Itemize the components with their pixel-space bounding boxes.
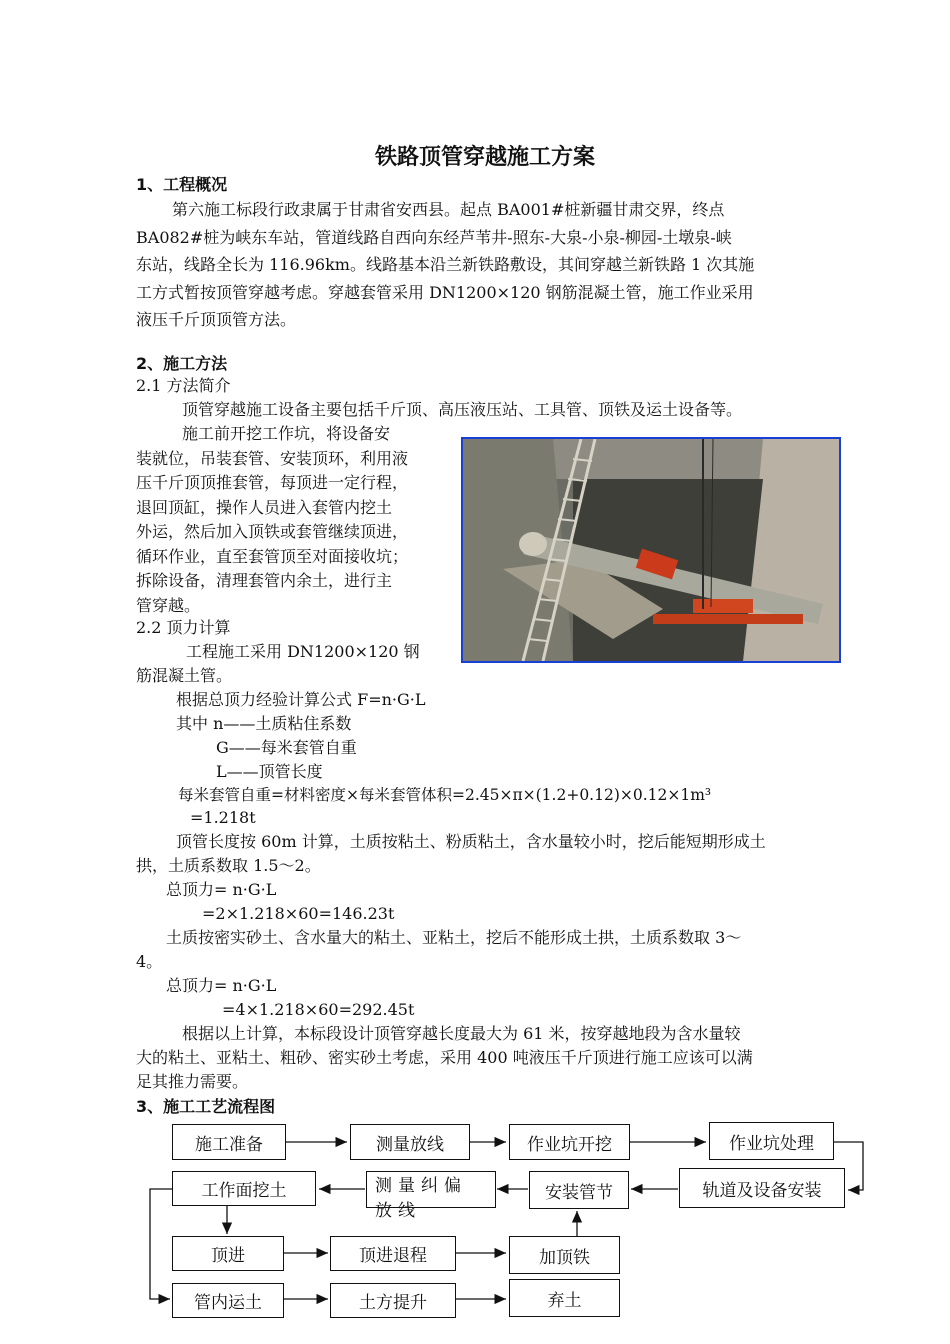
flow-box-jacking: 顶进 (172, 1236, 284, 1271)
flow-box-jacking-return: 顶进退程 (330, 1236, 456, 1271)
pipe-jacking-photo (461, 437, 841, 663)
text-line: 根据总顶力经验计算公式 F=n·G·L (176, 690, 426, 709)
text-line: =2×1.218×60=146.23t (202, 904, 395, 923)
text-line: L——顶管长度 (216, 762, 323, 781)
flow-box-preparation: 施工准备 (172, 1124, 286, 1160)
intro-text: 顶管穿越施工设备主要包括千斤顶、高压液压站、工具管、顶铁及运土设备等。 (182, 400, 743, 419)
text-line: 4。 (136, 952, 163, 971)
section-2-heading: 2、施工方法 (136, 354, 228, 373)
text-line: 循环作业，直至套管顶至对面接收坑； (136, 546, 409, 566)
text-line: 筋混凝土管。 (136, 666, 233, 685)
text-line: 第六施工标段行政隶属于甘肃省安西县。起点 BA001#桩新疆甘肃交界，终点 (172, 200, 725, 219)
text-line: =1.218t (190, 808, 256, 827)
flow-box-track-equipment: 轨道及设备安装 (679, 1168, 845, 1208)
text-line: 管穿越。 (136, 595, 201, 615)
text-line: 液压千斤顶顶管方法。 (136, 310, 297, 329)
method-description (136, 422, 408, 618)
text-line: 总顶力= n·G·L (166, 880, 277, 899)
section-3-heading: 3、施工工艺流程图 (136, 1097, 276, 1116)
text-line: 东站，线路全长为 116.96km。线路基本沿兰新铁路敷设，其间穿越兰新铁路 1 次其施 (136, 255, 755, 274)
section-1-heading: 1、工程概况 (136, 175, 228, 194)
text-line: G——每米套管自重 (216, 738, 357, 757)
text-line: 足其推力需要。 (136, 1072, 249, 1091)
subsection-2-1: 2.1 方法简介 (136, 376, 231, 395)
text-line: 根据以上计算，本标段设计顶管穿越长度最大为 61 米，按穿越地段为含水量较 (182, 1024, 741, 1043)
flow-box-earth-lifting: 土方提升 (330, 1283, 456, 1318)
text-line: BA082#桩为峡东车站，管道线路自西向东经芦苇井-照东-大泉-小泉-柳园-土墩泉-峡 (136, 227, 732, 247)
text-line: 其中 n——土质粘住系数 (176, 714, 352, 733)
text-line: 外运，然后加入顶铁或套管继续顶进， (136, 522, 409, 541)
flow-box-spoil-disposal: 弃土 (509, 1279, 620, 1317)
text-line: 退回顶缸，操作人员进入套管内挖土 (136, 497, 393, 517)
text-line: 施工前开挖工作坑，将设备安 (182, 424, 391, 443)
flow-box-install-pipe: 安装管节 (529, 1171, 629, 1209)
flow-box-add-jack-iron: 加顶铁 (509, 1236, 620, 1274)
text-line: 拱，土质系数取 1.5～2。 (136, 856, 321, 875)
flow-box-pit-treatment: 作业坑处理 (709, 1122, 834, 1160)
text-line: 装就位，吊装套管、安装顶环，利用液 (136, 448, 409, 468)
text-line: 拆除设备，清理套管内余土，进行主 (136, 571, 393, 590)
subsection-2-2: 2.2 顶力计算 (136, 618, 231, 637)
text-line: 土质按密实砂土、含水量大的粘土、亚粘土，挖后不能形成土拱，土质系数取 3～ (166, 928, 742, 947)
text-line: 压千斤顶顶推套管，每顶进一定行程， (136, 473, 409, 492)
text-line: =4×1.218×60=292.45t (222, 1000, 415, 1019)
text-line: 大的粘土、亚粘土、粗砂、密实砂土考虑，采用 400 吨液压千斤顶进行施工应该可以满 (136, 1048, 753, 1067)
text-line: 每米套管自重=材料密度×每米套管体积=2.45×π×(1.2+0.12)×0.12×1m³ (178, 786, 712, 804)
text-line: 工程施工采用 DN1200×120 钢 (186, 642, 420, 661)
flow-box-face-excavation: 工作面挖土 (172, 1171, 316, 1206)
flow-box-pit-excavation: 作业坑开挖 (509, 1124, 630, 1160)
page-title: 铁路顶管穿越施工方案 (374, 145, 595, 170)
flow-box-survey-correction: 测量纠偏放线 (366, 1171, 496, 1208)
text-line: 顶管长度按 60m 计算，土质按粘土、粉质粘土，含水量较小时，挖后能短期形成土 (176, 832, 766, 851)
flow-box-inner-transport: 管内运土 (172, 1283, 284, 1318)
flow-box-survey-layout: 测量放线 (350, 1124, 470, 1160)
section-1-body (136, 196, 836, 334)
text-line: 工方式暂按顶管穿越考虑。穿越套管采用 DN1200×120 钢筋混凝土管，施工作业采用 (136, 282, 754, 302)
text-line: 总顶力= n·G·L (166, 976, 277, 995)
